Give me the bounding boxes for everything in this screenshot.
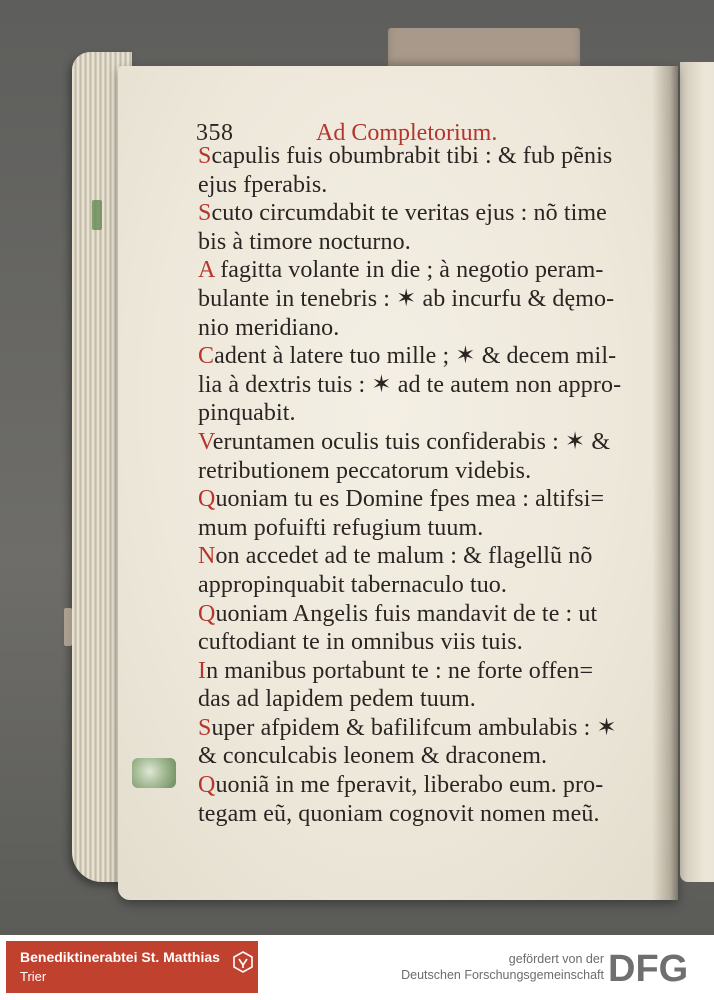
verse-line [198, 800, 646, 829]
rubricated-initial: C [198, 343, 215, 370]
verse-text: ejus fperabis. [198, 171, 328, 198]
verse-text: adent à latere tuo mille ; ✶ & decem mil- [214, 343, 617, 370]
verse-text: mum pofuifti refugium tuum. [198, 514, 484, 541]
verse-line [198, 685, 646, 714]
verse-line [198, 199, 646, 228]
verse-text: on accedet ad te malum : & flagellũ nõ [215, 543, 593, 570]
facing-page-edge [680, 62, 714, 882]
verse-line [198, 742, 646, 771]
verse-line [198, 457, 646, 486]
verse-line [198, 600, 646, 629]
verse-text: tegam eũ, quoniam cognovit nomen meũ. [198, 800, 600, 827]
verse-text: uoniã in me fperavit, liberabo eum. pro- [215, 772, 604, 799]
verse-line [198, 714, 646, 743]
funding-line-1: gefördert von der [508, 952, 604, 966]
verse-line [198, 371, 646, 400]
rubricated-initial: I [198, 657, 207, 684]
verse-text: lia à dextris tuis : ✶ ad te autem non appro- [198, 371, 622, 398]
footer-bar [0, 935, 714, 1000]
rubricated-initial: S [198, 200, 212, 227]
verse-line [198, 171, 646, 200]
verse-text: cuftodiant te in omnibus viis tuis. [198, 629, 523, 656]
dfg-logo-text: DFG [608, 948, 689, 987]
verse-line [198, 428, 646, 457]
rubricated-initial: S [198, 714, 212, 741]
verse-line [198, 256, 646, 285]
verse-text: uoniam Angelis fuis mandavit de te : ut [215, 600, 598, 627]
rubricated-initial: S [198, 143, 212, 169]
verse-text: bis à timore nocturno. [198, 228, 411, 255]
rubricated-initial: N [198, 543, 216, 570]
verse-text: pinquabit. [198, 400, 296, 427]
verse-text: fagitta volante in die ; à negotio peram- [214, 257, 604, 284]
abbey-logo-icon [232, 951, 254, 973]
verse-line [198, 571, 646, 600]
verse-line [198, 399, 646, 428]
rubricated-initial: Q [198, 772, 216, 799]
institution-city: Trier [20, 969, 47, 984]
verse-line [198, 314, 646, 343]
verse-text: uper afpidem & bafilifcum ambulabis : ✶ [211, 714, 617, 741]
verse-text: uoniam tu es Domine fpes mea : altifsi= [215, 486, 605, 513]
verse-text: retributionem peccatorum videbis. [198, 457, 532, 484]
paper-page-marker [64, 608, 72, 646]
rubricated-initial: Q [198, 486, 216, 513]
rubricated-initial: Q [198, 600, 216, 627]
folio-number: 358 [196, 120, 234, 146]
running-head: Ad Completorium. [316, 120, 498, 146]
verse-line [198, 657, 646, 686]
verse-line [198, 628, 646, 657]
funding-line-2: Deutschen Forschungsgemeinschaft [401, 968, 604, 982]
verse-text: n manibus portabunt te : ne forte offen= [206, 657, 594, 684]
green-page-marker [92, 200, 102, 230]
rubricated-initial: A [198, 257, 215, 284]
verse-text: cuto circumdabit te veritas ejus : nõ time [211, 200, 607, 227]
dfg-logo-icon[interactable] [608, 947, 708, 987]
verse-text: capulis fuis obumbrabit tibi : & fub pẽnis [211, 143, 613, 169]
institution-name: Benediktinerabtei St. Matthias [20, 949, 220, 965]
library-stamp-icon [132, 758, 176, 788]
verse-text: & conculcabis leonem & draconem. [198, 743, 548, 770]
verse-line [198, 342, 646, 371]
verse-text: das ad lapidem pedem tuum. [198, 686, 476, 713]
verse-text: eruntamen oculis tuis confiderabis : ✶ & [212, 428, 611, 455]
verse-text: appropinquabit tabernaculo tuo. [198, 571, 508, 598]
verse-line [198, 142, 646, 171]
verse-text: bulante in tenebris : ✶ ab incurfu & dęmo- [198, 285, 615, 312]
psalm-text [198, 142, 646, 828]
institution-banner[interactable] [6, 941, 258, 993]
verse-line [198, 514, 646, 543]
verse-line [198, 285, 646, 314]
page-gutter [652, 66, 678, 900]
funding-note [350, 951, 604, 983]
verse-line [198, 485, 646, 514]
verse-text: nio meridiano. [198, 314, 340, 341]
rubricated-initial: V [198, 428, 213, 455]
verse-line [198, 542, 646, 571]
verse-line [198, 228, 646, 257]
verse-line [198, 771, 646, 800]
bookmark-tab [388, 28, 580, 68]
